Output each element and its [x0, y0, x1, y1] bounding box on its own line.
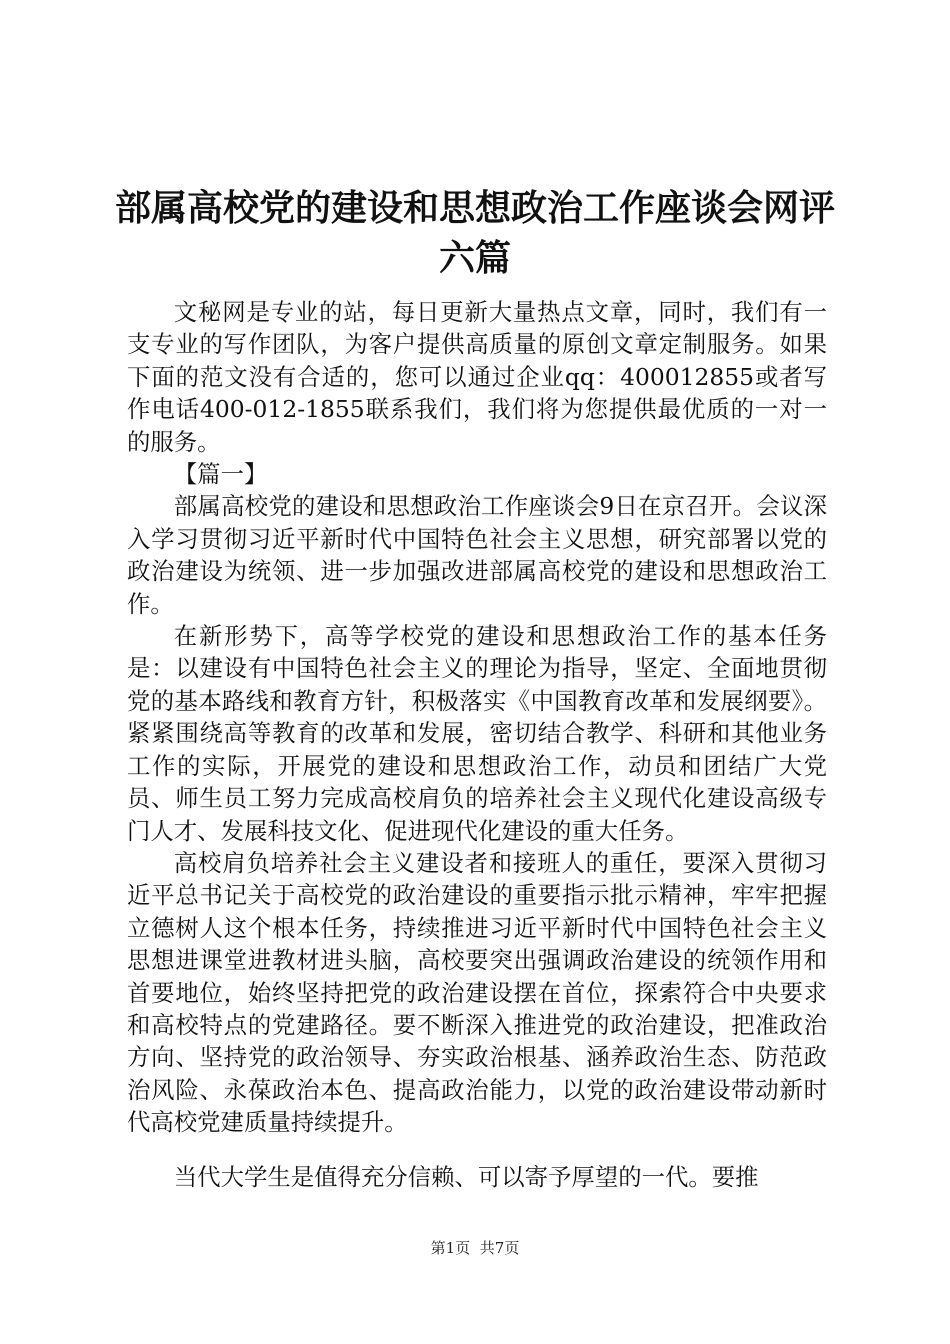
body-paragraph: 在新形势下，高等学校党的建设和思想政治工作的基本任务是：以建设有中国特色社会主义的理论为指导，坚定、全面地贯彻党的基本路线和教育方针，积极落实《中国教育改革和发展纲要》。紧紧围绕高等教育的改革和发展，密切结合教学、科研和其他业务工作的实际，开展党的建设和思想政治工作，动员和团结广大党员、师生员工努力完成高校肩负的培养社会主义现代化建设高级专门人才、发展科技文化、促进现代化建设的重大任务。	[127, 622, 827, 845]
document-title-line2: 六篇	[438, 237, 511, 279]
body-paragraph: 高校肩负培养社会主义建设者和接班人的重任，要深入贯彻习近平总书记关于高校党的政治建设的重要指示批示精神，牢牢把握立德树人这个根本任务，持续推进习近平新时代中国特色社会主义思想进课堂进教材进头脑，高校要突出强调政治建设的统领作用和首要地位，始终坚持把党的政治建设摆在首位，探索符合中央要求和高校特点的党建路径。要不断深入推进党的政治建设，把准政治方向、坚持党的政治领导、夯实政治根基、涵养政治生态、防范政治风险、永葆政治本色、提高政治能力，以党的政治建设带动新时代高校党建质量持续提升。	[127, 848, 827, 1137]
page-total: 7	[494, 1239, 505, 1257]
page-number: 1	[445, 1239, 456, 1257]
document-title-line1: 部属高校党的建设和思想政治工作座谈会网评	[114, 187, 835, 229]
section-heading: 【篇一】	[173, 460, 268, 489]
intro-paragraph: 文秘网是专业的站，每日更新大量热点文章，同时，我们有一支专业的写作团队，为客户提供高质量的原创文章定制服务。如果下面的范文没有合适的，您可以通过企业qq：400012855或者写作电话400-012-1855联系我们，我们将为您提供最优质的一对一的服务。	[127, 298, 827, 456]
page-footer	[0, 1238, 950, 1258]
page-mid: 页 共	[455, 1239, 495, 1257]
body-paragraph: 部属高校党的建设和思想政治工作座谈会9日在京召开。会议深入学习贯彻习近平新时代中国特色社会主义思想，研究部署以党的政治建设为统领、进一步加强改进部属高校党的建设和思想政治工作。	[127, 492, 827, 618]
body-paragraph: 当代大学生是值得充分信赖、可以寄予厚望的一代。要推	[173, 1162, 759, 1191]
document-body	[127, 296, 827, 1193]
page-suffix: 页	[504, 1239, 520, 1257]
page-prefix: 第	[430, 1239, 446, 1257]
